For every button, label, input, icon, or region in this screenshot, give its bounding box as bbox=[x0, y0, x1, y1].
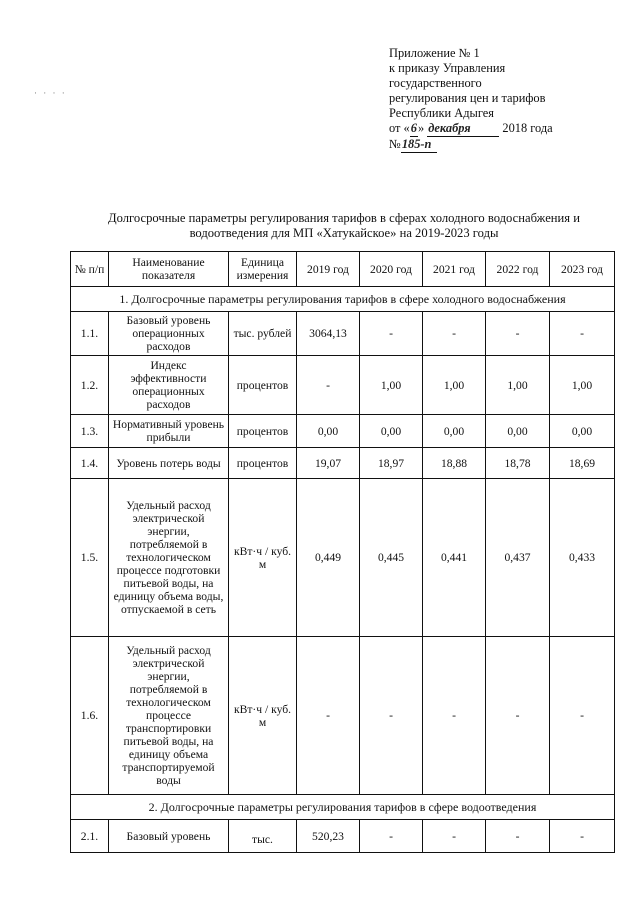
value-2023: 0,00 bbox=[550, 415, 615, 448]
value-2019: 0,449 bbox=[297, 479, 360, 637]
value-2019: - bbox=[297, 356, 360, 415]
value-2022: 0,437 bbox=[486, 479, 550, 637]
date-prefix: от « bbox=[389, 121, 410, 135]
row-unit: процентов bbox=[229, 356, 297, 415]
row-unit: тыс. рублей bbox=[229, 312, 297, 356]
document-title bbox=[64, 211, 624, 241]
value-2021: 0,441 bbox=[423, 479, 486, 637]
header-name: Наименование показателя bbox=[109, 252, 229, 287]
date-day: 6 bbox=[410, 121, 417, 135]
parameters-table bbox=[70, 251, 615, 853]
title-line-2: водоотведения для МП «Хатукайское» на 2019-2023 годы bbox=[189, 226, 499, 240]
header-2022: 2022 год bbox=[486, 252, 550, 287]
value-2019: 19,07 bbox=[297, 448, 360, 479]
value-2022: 0,00 bbox=[486, 415, 550, 448]
value-2020: - bbox=[360, 820, 423, 853]
table-row bbox=[71, 448, 615, 479]
row-num: 1.6. bbox=[71, 637, 109, 795]
row-name: Нормативный уровень прибыли bbox=[109, 415, 229, 448]
value-2020: 0,00 bbox=[360, 415, 423, 448]
value-2019: - bbox=[297, 637, 360, 795]
table-row bbox=[71, 637, 615, 795]
table-row bbox=[71, 356, 615, 415]
value-2019: 0,00 bbox=[297, 415, 360, 448]
value-2022: 1,00 bbox=[486, 356, 550, 415]
row-name: Удельный расход электрической энергии, потребляемой в технологическом процессе транспортировки питьевой воды, на единицу объема транспортируемой воды bbox=[109, 637, 229, 795]
row-name: Индекс эффективности операционных расходов bbox=[109, 356, 229, 415]
appendix-block bbox=[389, 46, 629, 153]
value-2021: 1,00 bbox=[423, 356, 486, 415]
value-2023: - bbox=[550, 312, 615, 356]
row-unit: процентов bbox=[229, 448, 297, 479]
section-2-title: 2. Долгосрочные параметры регулирования тарифов в сфере водоотведения bbox=[71, 795, 615, 820]
row-name: Уровень потерь воды bbox=[109, 448, 229, 479]
value-2021: 18,88 bbox=[423, 448, 486, 479]
scan-artifact: · · · · bbox=[34, 88, 67, 98]
row-unit: кВт·ч / куб. м bbox=[229, 637, 297, 795]
value-2021: 0,00 bbox=[423, 415, 486, 448]
value-2020: 18,97 bbox=[360, 448, 423, 479]
title-line-1: Долгосрочные параметры регулирования тарифов в сферах холодного водоснабжения и bbox=[108, 211, 580, 225]
value-2023: - bbox=[550, 820, 615, 853]
date-mid: » bbox=[417, 121, 425, 135]
value-2021: - bbox=[423, 312, 486, 356]
section-row bbox=[71, 287, 615, 312]
value-2020: 1,00 bbox=[360, 356, 423, 415]
header-2021: 2021 год bbox=[423, 252, 486, 287]
value-2022: - bbox=[486, 312, 550, 356]
value-2022: 18,78 bbox=[486, 448, 550, 479]
value-2023: 18,69 bbox=[550, 448, 615, 479]
header-num: № п/п bbox=[71, 252, 109, 287]
header-unit: Единица измерения bbox=[229, 252, 297, 287]
appendix-line-3: государственного bbox=[389, 76, 482, 90]
section-1-title: 1. Долгосрочные параметры регулирования тарифов в сфере холодного водоснабжения bbox=[71, 287, 615, 312]
date-suffix: 2018 года bbox=[502, 121, 553, 135]
row-num: 1.2. bbox=[71, 356, 109, 415]
header-row bbox=[71, 252, 615, 287]
row-name: Базовый уровень bbox=[109, 820, 229, 853]
row-name: Базовый уровень операционных расходов bbox=[109, 312, 229, 356]
header-2023: 2023 год bbox=[550, 252, 615, 287]
row-num: 1.4. bbox=[71, 448, 109, 479]
table-row bbox=[71, 820, 615, 853]
row-name: Удельный расход электрической энергии, потребляемой в технологическом процессе подготовки питьевой воды, на единицу объема воды, отпускаемой в сеть bbox=[109, 479, 229, 637]
row-num: 1.5. bbox=[71, 479, 109, 637]
value-2022: - bbox=[486, 637, 550, 795]
value-2020: - bbox=[360, 637, 423, 795]
appendix-line-4: регулирования цен и тарифов bbox=[389, 91, 546, 105]
value-2023: 1,00 bbox=[550, 356, 615, 415]
row-unit: процентов bbox=[229, 415, 297, 448]
appendix-number bbox=[389, 137, 629, 153]
value-2023: - bbox=[550, 637, 615, 795]
number-value: 185-п bbox=[401, 137, 437, 153]
appendix-line-1: Приложение № 1 bbox=[389, 46, 480, 60]
row-num: 1.3. bbox=[71, 415, 109, 448]
number-prefix: № bbox=[389, 137, 401, 151]
date-month: декабря bbox=[427, 121, 499, 137]
value-2020: 0,445 bbox=[360, 479, 423, 637]
value-2021: - bbox=[423, 637, 486, 795]
value-2019: 3064,13 bbox=[297, 312, 360, 356]
table-row bbox=[71, 415, 615, 448]
appendix-line-5: Республики Адыгея bbox=[389, 106, 494, 120]
appendix-date bbox=[389, 121, 629, 137]
row-unit: тыс. bbox=[229, 820, 297, 853]
header-2020: 2020 год bbox=[360, 252, 423, 287]
value-2022: - bbox=[486, 820, 550, 853]
table-row bbox=[71, 479, 615, 637]
row-num: 1.1. bbox=[71, 312, 109, 356]
section-row bbox=[71, 795, 615, 820]
value-2021: - bbox=[423, 820, 486, 853]
header-2019: 2019 год bbox=[297, 252, 360, 287]
value-2023: 0,433 bbox=[550, 479, 615, 637]
row-num: 2.1. bbox=[71, 820, 109, 853]
appendix-line-2: к приказу Управления bbox=[389, 61, 506, 75]
value-2019: 520,23 bbox=[297, 820, 360, 853]
table-row bbox=[71, 312, 615, 356]
row-unit: кВт·ч / куб. м bbox=[229, 479, 297, 637]
value-2020: - bbox=[360, 312, 423, 356]
